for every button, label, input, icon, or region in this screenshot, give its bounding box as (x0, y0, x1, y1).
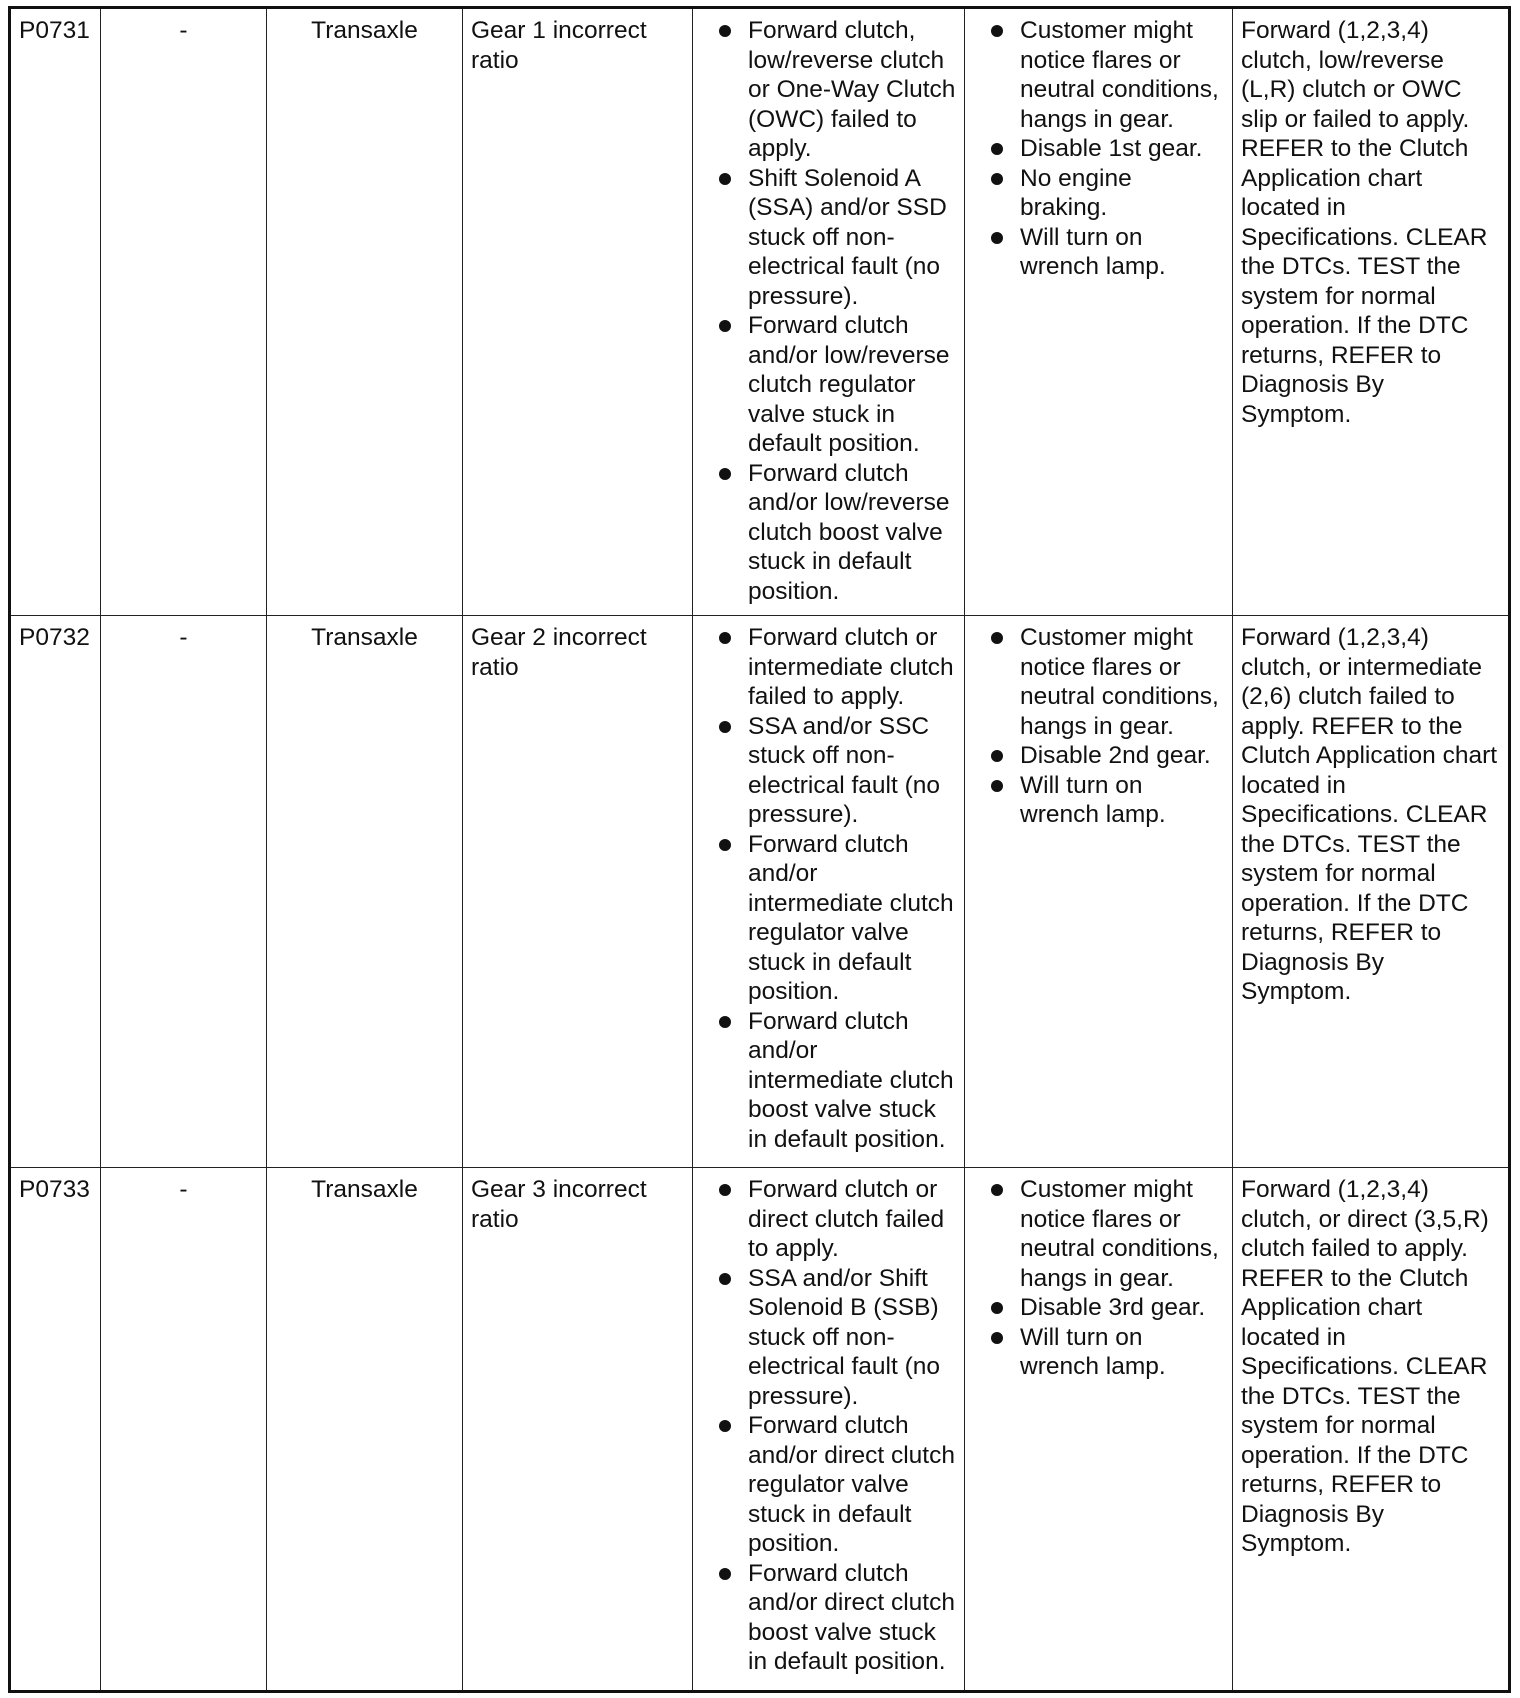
symptom-text: Will turn on wrench lamp. (1020, 771, 1166, 828)
list-item (701, 16, 956, 164)
condition-text: Forward clutch and/or intermediate clutch regulator valve stuck in default position. (748, 830, 954, 1005)
condition-text: Forward clutch and/or direct clutch regulator valve stuck in default position. (748, 1412, 955, 1557)
symptoms-list (973, 1175, 1224, 1382)
list-item (973, 16, 1224, 134)
symptoms-list (973, 623, 1224, 830)
condition-text: Forward clutch, low/reverse clutch or One-Way Clutch (OWC) failed to apply. (748, 17, 956, 162)
symptom-text: Customer might notice flares or neutral conditions, hangs in gear. (1020, 624, 1219, 740)
list-item (701, 311, 956, 459)
conditions-list (701, 16, 956, 606)
bullet-icon (991, 780, 1003, 792)
symptoms-cell (965, 1168, 1233, 1692)
table-row (10, 8, 1510, 616)
bullet-icon (991, 1302, 1003, 1314)
symptom-text: Will turn on wrench lamp. (1020, 1323, 1166, 1380)
component-cell: Transaxle (267, 616, 463, 1168)
bullet-icon (719, 173, 731, 185)
list-item (701, 830, 956, 1007)
list-item (973, 1323, 1224, 1382)
list-item (701, 1007, 956, 1155)
condition-text: Forward clutch and/or intermediate clutch boost valve stuck in default position. (748, 1007, 954, 1153)
description-cell: Gear 3 incorrect ratio (463, 1168, 693, 1692)
conditions-list (701, 1175, 956, 1677)
bullet-icon (719, 1016, 731, 1028)
action-cell: Forward (1,2,3,4) clutch, or direct (3,5,R) clutch failed to apply. REFER to the Clutch Application chart located in Specifications. CLEAR the DTCs. TEST the system for normal operation. If the DTC returns, REFER to Diagnosis By Symptom. (1233, 1168, 1510, 1692)
symptom-text: Customer might notice flares or neutral conditions, hangs in gear. (1020, 17, 1219, 133)
condition-text: SSA and/or Shift Solenoid B (SSB) stuck off non-electrical fault (no pressure). (748, 1264, 941, 1410)
dtc-table (8, 6, 1511, 1693)
list-item (701, 712, 956, 830)
condition-text: Forward clutch or intermediate clutch failed to apply. (748, 624, 954, 710)
symptom-text: Customer might notice flares or neutral conditions, hangs in gear. (1020, 1176, 1219, 1292)
symptom-text: Disable 1st gear. (1020, 135, 1203, 162)
conditions-cell (693, 8, 965, 616)
list-item (973, 1293, 1224, 1323)
list-item (701, 459, 956, 607)
bullet-icon (991, 173, 1003, 185)
condition-text: Forward clutch and/or low/reverse clutch regulator valve stuck in default position. (748, 312, 950, 457)
list-item (973, 623, 1224, 741)
symptom-text: No engine braking. (1020, 164, 1132, 221)
table-row (10, 616, 1510, 1168)
list-item (701, 164, 956, 312)
list-item (701, 623, 956, 712)
condition-text: SSA and/or SSC stuck off non-electrical fault (no pressure). (748, 712, 941, 828)
mil-indicator: - (101, 1168, 267, 1692)
description-cell: Gear 1 incorrect ratio (463, 8, 693, 616)
list-item (701, 1175, 956, 1264)
bullet-icon (991, 143, 1003, 155)
symptom-text: Will turn on wrench lamp. (1020, 223, 1166, 280)
bullet-icon (719, 632, 731, 644)
mil-indicator: - (101, 8, 267, 616)
condition-text: Shift Solenoid A (SSA) and/or SSD stuck off non-electrical fault (no pressure). (748, 164, 947, 310)
list-item (973, 134, 1224, 164)
list-item (973, 771, 1224, 830)
bullet-icon (991, 632, 1003, 644)
action-cell: Forward (1,2,3,4) clutch, low/reverse (L,R) clutch or OWC slip or failed to apply. REFER to the Clutch Application chart located in Specifications. CLEAR the DTCs. TEST the system for normal operation. If the DTC returns, REFER to Diagnosis By Symptom. (1233, 8, 1510, 616)
bullet-icon (991, 1332, 1003, 1344)
bullet-icon (719, 1184, 731, 1196)
list-item (973, 1175, 1224, 1293)
bullet-icon (991, 25, 1003, 37)
symptoms-list (973, 16, 1224, 282)
conditions-cell (693, 616, 965, 1168)
list-item (973, 223, 1224, 282)
dtc-table-page (8, 6, 1508, 1693)
symptom-text: Disable 3rd gear. (1020, 1294, 1206, 1321)
bullet-icon (991, 232, 1003, 244)
condition-text: Forward clutch and/or direct clutch boost valve stuck in default position. (748, 1559, 955, 1675)
bullet-icon (719, 1273, 731, 1285)
list-item (973, 741, 1224, 771)
list-item (701, 1264, 956, 1412)
symptoms-cell (965, 616, 1233, 1168)
list-item (973, 164, 1224, 223)
condition-text: Forward clutch and/or low/reverse clutch boost valve stuck in default position. (748, 459, 950, 605)
table-row (10, 1168, 1510, 1692)
bullet-icon (719, 25, 731, 37)
bullet-icon (719, 721, 731, 733)
symptoms-cell (965, 8, 1233, 616)
bullet-icon (719, 320, 731, 332)
condition-text: Forward clutch or direct clutch failed to apply. (748, 1176, 945, 1262)
list-item (701, 1559, 956, 1677)
component-cell: Transaxle (267, 1168, 463, 1692)
bullet-icon (719, 1568, 731, 1580)
bullet-icon (719, 839, 731, 851)
dtc-code: P0733 (10, 1168, 101, 1692)
conditions-list (701, 623, 956, 1154)
symptom-text: Disable 2nd gear. (1020, 742, 1211, 769)
action-cell: Forward (1,2,3,4) clutch, or intermediate (2,6) clutch failed to apply. REFER to the Clutch Application chart located in Specifications. CLEAR the DTCs. TEST the system for normal operation. If the DTC returns, REFER to Diagnosis By Symptom. (1233, 616, 1510, 1168)
conditions-cell (693, 1168, 965, 1692)
dtc-code: P0732 (10, 616, 101, 1168)
bullet-icon (991, 1184, 1003, 1196)
mil-indicator: - (101, 616, 267, 1168)
bullet-icon (719, 1420, 731, 1432)
list-item (701, 1411, 956, 1559)
dtc-code: P0731 (10, 8, 101, 616)
bullet-icon (991, 750, 1003, 762)
component-cell: Transaxle (267, 8, 463, 616)
description-cell: Gear 2 incorrect ratio (463, 616, 693, 1168)
bullet-icon (719, 468, 731, 480)
